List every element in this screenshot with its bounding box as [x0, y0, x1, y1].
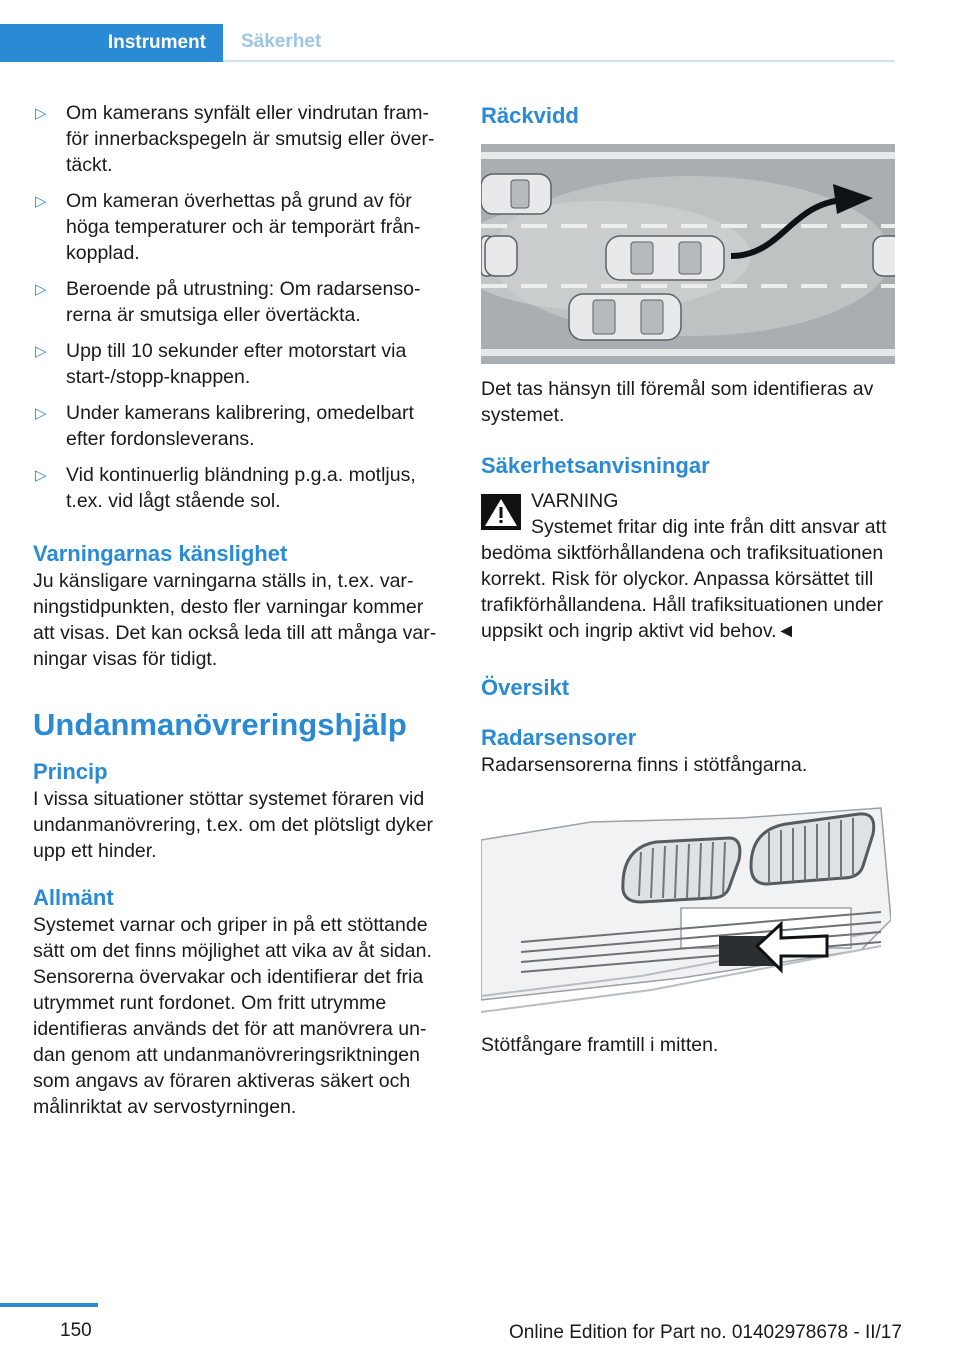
list-item: ▷ Upp till 10 sekunder efter motorstart via start-/stopp-knappen.	[35, 340, 407, 388]
right-column	[481, 100, 895, 1058]
list-item: ▷ Beroende på utrustning: Om radarsensorerna är smutsiga eller övertäckta.	[35, 278, 421, 326]
warning-triangle-icon	[481, 494, 521, 530]
radar-text: Radarsensorerna finns i stötfångarna.	[481, 754, 808, 776]
principle-heading: Princip	[33, 759, 108, 784]
overview-heading: Översikt	[481, 675, 570, 700]
triangle-bullet-icon: ▷	[35, 467, 47, 484]
bumper-caption: Stötfångare framtill i mitten.	[481, 1034, 719, 1056]
tab-instrument[interactable]: Instrument	[0, 24, 223, 62]
general-text: Systemet varnar och griper in på ett stöttande sätt om det finns möjlighet att vika av åt sidan. Sensorerna övervakar och identifierar det fria utrymmet runt fordonet. Om fritt utrymme identifieras används det för att manövrera undan genom att undanmanövreringsriktningen som angavs av föraren aktiveras säkert och målinriktat av servostyrningen.	[33, 914, 432, 1118]
range-heading: Räckvidd	[481, 103, 579, 128]
edition-footer: Online Edition for Part no. 01402978678 - II/17	[509, 1322, 902, 1343]
radar-heading: Radarsensorer	[481, 725, 637, 750]
main-heading: Undanmanövreringshjälp	[33, 707, 407, 742]
sensitivity-heading: Varningarnas känslighet	[33, 541, 288, 566]
triangle-bullet-icon: ▷	[35, 281, 47, 298]
triangle-bullet-icon: ▷	[35, 105, 47, 122]
principle-text: I vissa situationer stöttar systemet föraren vid undanmanövrering, t.ex. om det plötsligt dyker upp ett hinder.	[33, 788, 433, 862]
triangle-bullet-icon: ▷	[35, 193, 47, 210]
bumper-illustration	[481, 800, 891, 1022]
list-item: ▷ Under kamerans kalibrering, omedelbart efter fordonsleverans.	[35, 402, 414, 450]
page-number: 150	[60, 1320, 92, 1341]
range-illustration	[481, 144, 895, 364]
tab-sakerhet[interactable]: Säkerhet	[223, 24, 895, 62]
warning-title: VARNING	[531, 490, 619, 512]
left-column	[33, 100, 445, 1120]
sensitivity-text: Ju känsligare varningarna ställs in, t.ex. varningstidpunkten, desto fler varningar kommer att visas. Det kan också leda till att många varningar visas för tidigt.	[33, 570, 437, 670]
list-item: ▷ Om kamerans synfält eller vindrutan framför innerbackspegeln är smutsig eller övertäckt.	[35, 102, 435, 176]
range-text: Det tas hänsyn till föremål som identifieras av systemet.	[481, 378, 874, 426]
list-item: ▷ Vid kontinuerlig bländning p.g.a. motljus, t.ex. vid lågt stående sol.	[35, 464, 416, 512]
condition-list	[33, 100, 445, 514]
triangle-bullet-icon: ▷	[35, 405, 47, 422]
list-item: ▷ Om kameran överhettas på grund av för höga temperaturer och är temporärt frånkopplad.	[35, 190, 421, 264]
safety-heading: Säkerhetsanvisningar	[481, 453, 710, 478]
warning-block	[481, 488, 895, 514]
triangle-bullet-icon: ▷	[35, 343, 47, 360]
header-tabs	[0, 24, 895, 62]
page-number-bar	[0, 1303, 98, 1307]
general-heading: Allmänt	[33, 885, 114, 910]
warning-text: Systemet fritar dig inte från ditt ansvar att bedöma siktförhållandena och trafiksituationen korrekt. Risk för olyckor. Anpassa körsättet till trafikförhållandena. Håll trafiksituationen under uppsikt och ingrip aktivt vid behov.◄	[481, 516, 887, 642]
